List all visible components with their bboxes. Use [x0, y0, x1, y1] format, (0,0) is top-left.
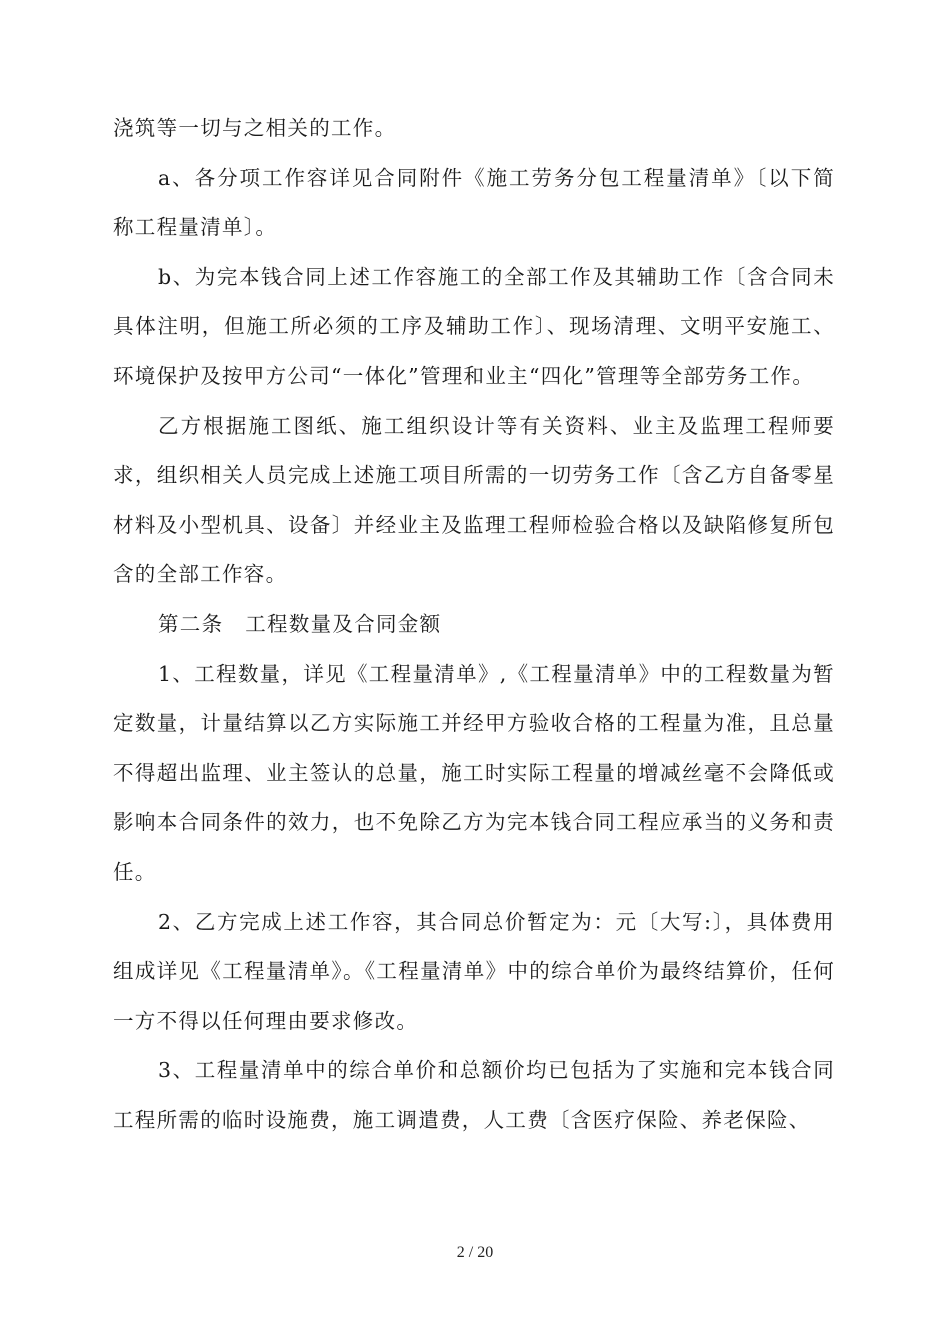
paragraph-continuation: 浇筑等一切与之相关的工作。	[113, 116, 397, 140]
paragraph-item-2: 2、乙方完成上述工作容，其合同总价暂定为：元〔大写:〕，具体费用组成详见《工程量清单》。《工程量清单》中的综合单价为最终结算价，任何一方不得以任何理由要求修改。	[113, 909, 835, 1033]
document-body	[113, 104, 835, 1145]
page-number: 2 / 20	[456, 1244, 494, 1261]
paragraph-item-1: 1、工程数量，详见《工程量清单》,《工程量清单》中的工程数量为暂定数量，计量结算以乙方实际施工并经甲方验收合格的工程量为准，且总量不得超出监理、业主签认的总量，施工时实际工程量的增减丝毫不会降低或影响本合同条件的效力，也不免除乙方为完本钱合同工程应承当的义务和责任。	[113, 661, 835, 884]
paragraph-party-b-duties: 乙方根据施工图纸、施工组织设计等有关资料、业主及监理工程师要求，组织相关人员完成上述施工项目所需的一切劳务工作〔含乙方自备零星材料及小型机具、设备〕并经业主及监理工程师检验合格以及缺陷修复所包含的全部工作容。	[113, 413, 835, 587]
section-heading-article-2: 第二条 工程数量及合同金额	[158, 611, 442, 636]
paragraph-item-3: 3、工程量清单中的综合单价和总额价均已包括为了实施和完本钱合同工程所需的临时设施费，施工调遣费，人工费〔含医疗保险、养老保险、	[113, 1058, 835, 1132]
paragraph-clause-b: b、为完本钱合同上述工作容施工的全部工作及其辅助工作〔含合同未具体注明，但施工所必须的工序及辅助工作〕、现场清理、文明平安施工、环境保护及按甲方公司“一体化”管理和业主“四化”管理等全部劳务工作。	[113, 264, 835, 388]
paragraph-clause-a: a、各分项工作容详见合同附件《施工劳务分包工程量清单》〔以下简称工程量清单〕。	[113, 165, 835, 240]
